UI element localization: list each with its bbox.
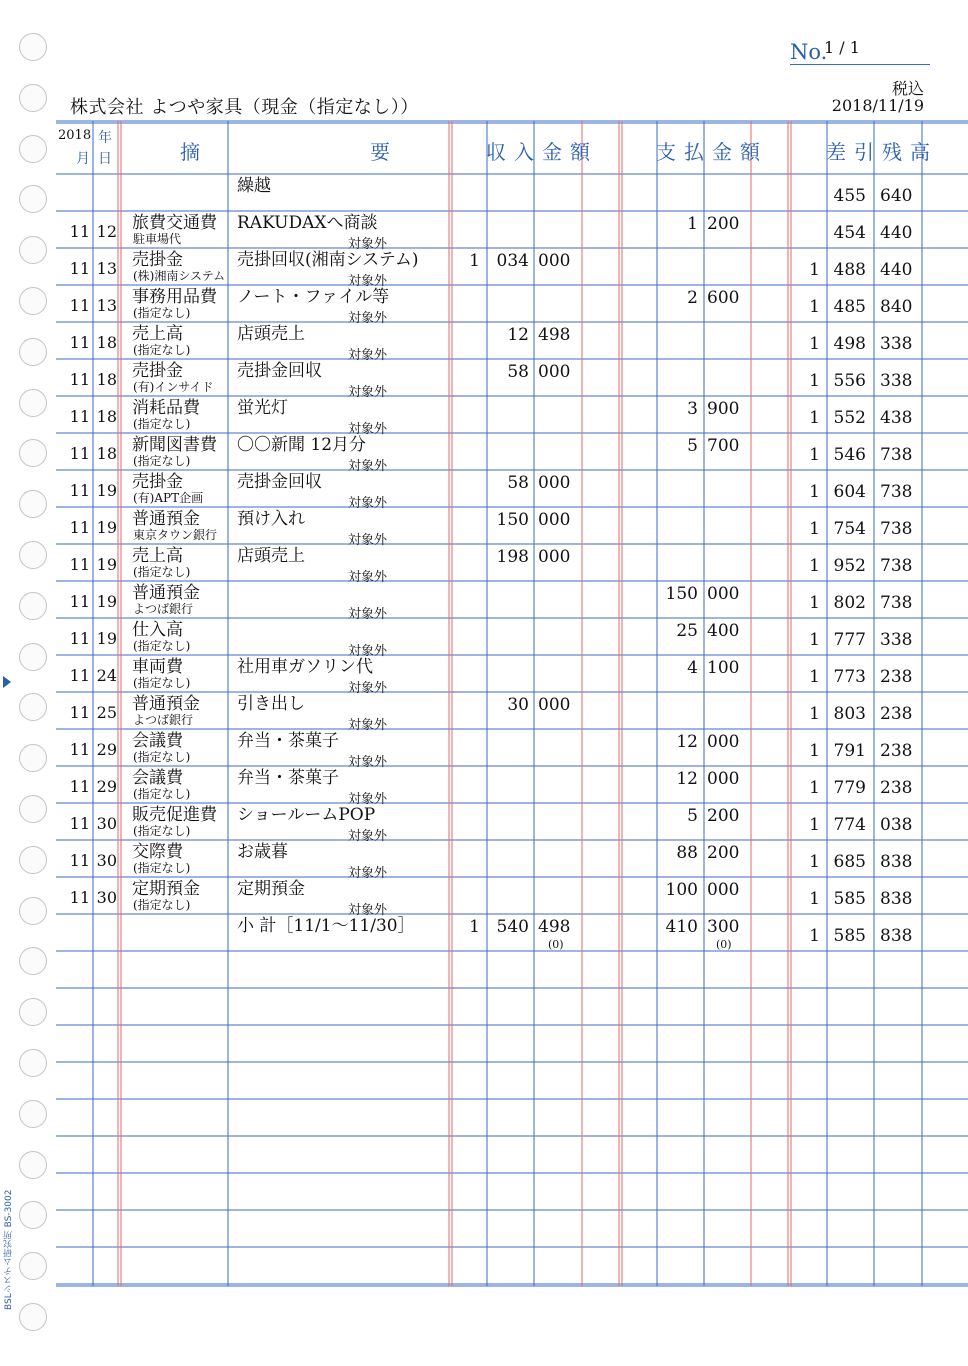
subtotal-income-units: 498 (538, 917, 571, 937)
entry-payment-thousands: 3 (687, 399, 698, 419)
entry-balance-units: 038 (880, 815, 913, 835)
header-balance: 差引残高 (826, 140, 938, 164)
entry-account: 仕入高 (132, 620, 183, 640)
entry-balance-units: 438 (880, 408, 913, 428)
entry-tax-class: 対象外 (348, 829, 388, 844)
entry-account: 車両費 (132, 657, 183, 677)
table-row (0, 731, 968, 768)
entry-payment-thousands: 2 (687, 288, 698, 308)
entry-payment-thousands: 12 (676, 769, 698, 789)
entry-payment-units: 000 (707, 732, 740, 752)
table-row (0, 620, 968, 657)
entry-month: 11 (69, 740, 90, 759)
header-day: 日 (98, 151, 112, 167)
subtotal-payment-units: 300 (707, 917, 740, 937)
entry-balance-millions: 1 (809, 815, 820, 835)
entry-description: 店頭売上 (237, 546, 305, 566)
entry-tax-class: 対象外 (348, 755, 388, 770)
entry-balance-millions: 1 (809, 519, 820, 539)
entry-balance-thousands: 552 (833, 408, 866, 428)
tax-mode-label: 税込 (891, 79, 924, 98)
entry-balance-millions: 1 (809, 630, 820, 650)
entry-sub-account: 東京タウン銀行 (133, 528, 218, 542)
entry-description: 社用車ガソリン代 (237, 657, 373, 677)
entry-sub-account: (指定なし) (133, 750, 191, 764)
entry-description: ノート・ファイル等 (237, 287, 390, 307)
entry-payment-thousands: 25 (676, 621, 698, 641)
entry-payment-units: 200 (707, 843, 740, 863)
entry-income-thousands: 30 (507, 695, 529, 715)
carryover-row (0, 176, 968, 213)
entry-account: 売掛金 (132, 361, 183, 381)
entry-sub-account: (指定なし) (133, 787, 191, 801)
entry-month: 11 (69, 703, 90, 722)
entry-day: 19 (96, 592, 117, 611)
entry-account: 新聞図書費 (132, 435, 217, 455)
entry-balance-millions: 1 (809, 667, 820, 687)
entry-balance-millions: 1 (809, 704, 820, 724)
entry-tax-class: 対象外 (348, 385, 388, 400)
entry-day: 24 (96, 666, 117, 685)
entry-payment-thousands: 5 (687, 806, 698, 826)
subtotal-income-millions: 1 (469, 917, 480, 937)
entry-balance-thousands: 485 (833, 297, 866, 317)
header-income: 収入金額 (486, 140, 598, 164)
entry-description: 売掛金回収 (237, 472, 322, 492)
entry-balance-units: 338 (880, 334, 913, 354)
entry-balance-thousands: 498 (833, 334, 866, 354)
entry-day: 19 (96, 518, 117, 537)
entry-month: 11 (69, 296, 90, 315)
entry-description: 定期預金 (237, 879, 305, 899)
header-summary-right: 要 (370, 140, 390, 164)
entry-day: 18 (96, 370, 117, 389)
entry-payment-units: 200 (707, 806, 740, 826)
entry-sub-account: よつば銀行 (133, 602, 194, 616)
entry-day: 30 (96, 888, 117, 907)
entry-month: 11 (69, 222, 90, 241)
entry-balance-units: 738 (880, 482, 913, 502)
entry-tax-class: 対象外 (348, 792, 388, 807)
entry-description: 蛍光灯 (237, 398, 288, 418)
entry-tax-class: 対象外 (348, 866, 388, 881)
entry-sub-account: (指定なし) (133, 417, 191, 431)
entry-month: 11 (69, 259, 90, 278)
entry-description: 引き出し (237, 694, 305, 714)
entry-balance-thousands: 556 (833, 371, 866, 391)
entry-account: 旅費交通費 (132, 213, 217, 233)
entry-balance-millions: 1 (809, 334, 820, 354)
entry-payment-units: 700 (707, 436, 740, 456)
entry-balance-millions: 1 (809, 445, 820, 465)
entry-sub-account: (指定なし) (133, 306, 191, 320)
subtotal-balance-thousands: 585 (833, 926, 866, 946)
entry-sub-account: (指定なし) (133, 898, 191, 912)
entry-tax-class: 対象外 (348, 237, 388, 252)
entry-income-units: 000 (538, 547, 571, 567)
entry-account: 普通預金 (132, 694, 200, 714)
entry-payment-units: 000 (707, 584, 740, 604)
entry-income-units: 000 (538, 695, 571, 715)
ledger-title: 株式会社 よつや家具（現金（指定なし）） (70, 97, 419, 118)
entry-balance-units: 838 (880, 852, 913, 872)
entry-payment-units: 100 (707, 658, 740, 678)
entry-day: 19 (96, 481, 117, 500)
entry-sub-account: (指定なし) (133, 343, 191, 357)
entry-balance-units: 440 (880, 223, 913, 243)
entry-income-thousands: 198 (496, 547, 529, 567)
entry-payment-units: 200 (707, 214, 740, 234)
entry-tax-class: 対象外 (348, 496, 388, 511)
entry-account: 普通預金 (132, 509, 200, 529)
table-row (0, 805, 968, 842)
entry-tax-class: 対象外 (348, 718, 388, 733)
entry-balance-units: 338 (880, 630, 913, 650)
entry-account: 売上高 (132, 546, 183, 566)
entry-description: 預け入れ (237, 509, 305, 529)
entry-account: 定期預金 (132, 879, 200, 899)
entry-description: 店頭売上 (237, 324, 305, 344)
entry-payment-thousands: 4 (687, 658, 698, 678)
entry-account: 売掛金 (132, 250, 183, 270)
entry-account: 会議費 (132, 731, 183, 751)
entry-account: 販売促進費 (132, 805, 217, 825)
entry-balance-units: 738 (880, 519, 913, 539)
subtotal-payment-thousands: 410 (665, 917, 698, 937)
entry-day: 29 (96, 777, 117, 796)
print-date: 2018/11/19 (831, 96, 924, 115)
entry-payment-thousands: 150 (665, 584, 698, 604)
entry-balance-millions: 1 (809, 297, 820, 317)
entry-balance-thousands: 803 (833, 704, 866, 724)
entry-payment-thousands: 5 (687, 436, 698, 456)
entry-account: 売上高 (132, 324, 183, 344)
entry-description: RAKUDAXへ商談 (237, 213, 378, 233)
entry-balance-millions: 1 (809, 556, 820, 576)
entry-balance-millions: 1 (809, 741, 820, 761)
entry-payment-units: 000 (707, 880, 740, 900)
entry-account: 事務用品費 (132, 287, 217, 307)
header-payment: 支払金額 (656, 140, 768, 164)
subtotal-label: 小 計［11/1～11/30］ (237, 916, 415, 936)
entry-description: 売掛金回収 (237, 361, 322, 381)
entry-balance-millions: 1 (809, 852, 820, 872)
table-row (0, 287, 968, 324)
entry-month: 11 (69, 851, 90, 870)
entry-month: 11 (69, 481, 90, 500)
entry-month: 11 (69, 333, 90, 352)
entry-balance-units: 838 (880, 889, 913, 909)
table-row (0, 250, 968, 287)
entry-month: 11 (69, 777, 90, 796)
entry-tax-class: 対象外 (348, 348, 388, 363)
entry-tax-class: 対象外 (348, 311, 388, 326)
entry-tax-class: 対象外 (348, 459, 388, 474)
entry-tax-class: 対象外 (348, 274, 388, 289)
entry-balance-thousands: 773 (833, 667, 866, 687)
entry-balance-units: 738 (880, 556, 913, 576)
subtotal-income-tax-note: (0) (548, 938, 564, 951)
carryover-label: 繰越 (237, 176, 271, 196)
entry-income-units: 498 (538, 325, 571, 345)
table-row (0, 546, 968, 583)
header-year-kanji: 年 (98, 130, 112, 146)
entry-balance-millions: 1 (809, 593, 820, 613)
entry-tax-class: 対象外 (348, 644, 388, 659)
header-year: 2018 (58, 128, 92, 143)
table-row (0, 398, 968, 435)
entry-income-millions: 1 (469, 251, 480, 271)
entry-sub-account: (有)APT企画 (133, 491, 204, 505)
entry-payment-units: 900 (707, 399, 740, 419)
entry-tax-class: 対象外 (348, 903, 388, 918)
entry-description: 弁当・茶菓子 (237, 731, 339, 751)
entry-balance-units: 840 (880, 297, 913, 317)
entry-month: 11 (69, 407, 90, 426)
entry-income-units: 000 (538, 473, 571, 493)
subtotal-balance-units: 838 (880, 926, 913, 946)
entry-day: 18 (96, 444, 117, 463)
entry-day: 30 (96, 814, 117, 833)
entry-sub-account: (指定なし) (133, 454, 191, 468)
header-month: 月 (76, 151, 90, 167)
entry-sub-account: よつば銀行 (133, 713, 194, 727)
entry-balance-millions: 1 (809, 482, 820, 502)
entry-sub-account: (指定なし) (133, 565, 191, 579)
table-row (0, 879, 968, 916)
entry-income-thousands: 12 (507, 325, 529, 345)
entry-income-thousands: 150 (496, 510, 529, 530)
entry-sub-account: (株)湘南システム (133, 269, 226, 283)
entry-account: 消耗品費 (132, 398, 200, 418)
balance-units: 640 (880, 186, 913, 206)
entry-day: 30 (96, 851, 117, 870)
entry-payment-thousands: 1 (687, 214, 698, 234)
entry-sub-account: (指定なし) (133, 824, 191, 838)
entry-sub-account: (指定なし) (133, 861, 191, 875)
entry-payment-thousands: 100 (665, 880, 698, 900)
entry-day: 18 (96, 407, 117, 426)
entry-balance-thousands: 777 (833, 630, 866, 650)
entry-description: 〇〇新聞 12月分 (237, 435, 367, 455)
entry-description: 弁当・茶菓子 (237, 768, 339, 788)
entry-month: 11 (69, 592, 90, 611)
entry-account: 普通預金 (132, 583, 200, 603)
entry-balance-units: 738 (880, 445, 913, 465)
entry-month: 11 (69, 444, 90, 463)
entry-month: 11 (69, 555, 90, 574)
entry-month: 11 (69, 518, 90, 537)
entry-payment-units: 000 (707, 769, 740, 789)
entry-month: 11 (69, 666, 90, 685)
entry-day: 13 (96, 259, 117, 278)
no-label: No. (790, 40, 828, 64)
entry-balance-thousands: 774 (833, 815, 866, 835)
entry-month: 11 (69, 814, 90, 833)
entry-balance-thousands: 585 (833, 889, 866, 909)
table-row (0, 472, 968, 509)
entry-balance-thousands: 791 (833, 741, 866, 761)
entry-balance-thousands: 685 (833, 852, 866, 872)
table-row (0, 435, 968, 472)
table-row (0, 361, 968, 398)
balance-thousands: 455 (833, 186, 866, 206)
entry-tax-class: 対象外 (348, 607, 388, 622)
entry-balance-units: 338 (880, 371, 913, 391)
entry-month: 11 (69, 629, 90, 648)
entry-day: 25 (96, 703, 117, 722)
entry-balance-thousands: 454 (833, 223, 866, 243)
table-row (0, 694, 968, 731)
entry-month: 11 (69, 888, 90, 907)
page-number: 1 / 1 (824, 38, 860, 57)
entry-account: 会議費 (132, 768, 183, 788)
entry-balance-units: 238 (880, 778, 913, 798)
entry-payment-units: 400 (707, 621, 740, 641)
subtotal-payment-tax-note: (0) (716, 938, 732, 951)
entry-balance-thousands: 802 (833, 593, 866, 613)
entry-balance-thousands: 952 (833, 556, 866, 576)
entry-tax-class: 対象外 (348, 533, 388, 548)
entry-balance-thousands: 754 (833, 519, 866, 539)
subtotal-balance-millions: 1 (809, 926, 820, 946)
table-row (0, 768, 968, 805)
entry-income-thousands: 034 (496, 251, 529, 271)
entry-balance-millions: 1 (809, 260, 820, 280)
entry-account: 交際費 (132, 842, 183, 862)
entry-month: 11 (69, 370, 90, 389)
entry-sub-account: (指定なし) (133, 639, 191, 653)
table-row (0, 583, 968, 620)
entry-balance-thousands: 546 (833, 445, 866, 465)
entry-account: 売掛金 (132, 472, 183, 492)
header-summary-left: 摘 (180, 140, 200, 164)
entry-income-units: 000 (538, 251, 571, 271)
entry-sub-account: 駐車場代 (133, 232, 182, 246)
entry-sub-account: (有)インサイド (133, 380, 214, 394)
entry-balance-millions: 1 (809, 371, 820, 391)
subtotal-income-thousands: 540 (496, 917, 529, 937)
entry-day: 18 (96, 333, 117, 352)
entry-payment-thousands: 12 (676, 732, 698, 752)
table-row (0, 213, 968, 250)
publisher-label: BSLシステム研究所 BS-3002 (4, 1189, 14, 1310)
entry-tax-class: 対象外 (348, 422, 388, 437)
entry-description: 売掛回収(湘南システム) (237, 250, 419, 270)
table-row (0, 842, 968, 879)
entry-balance-units: 238 (880, 704, 913, 724)
entry-income-units: 000 (538, 510, 571, 530)
entry-balance-thousands: 779 (833, 778, 866, 798)
entry-balance-units: 238 (880, 667, 913, 687)
entry-sub-account: (指定なし) (133, 676, 191, 690)
entry-day: 19 (96, 555, 117, 574)
entry-balance-units: 440 (880, 260, 913, 280)
entry-balance-thousands: 488 (833, 260, 866, 280)
entry-balance-millions: 1 (809, 408, 820, 428)
entry-description: ショールームPOP (237, 805, 376, 825)
entry-day: 13 (96, 296, 117, 315)
entry-tax-class: 対象外 (348, 681, 388, 696)
entry-payment-units: 600 (707, 288, 740, 308)
entry-balance-millions: 1 (809, 889, 820, 909)
table-row (0, 657, 968, 694)
subtotal-row (0, 916, 968, 953)
entry-balance-thousands: 604 (833, 482, 866, 502)
entry-balance-units: 238 (880, 741, 913, 761)
entry-description: お歳暮 (237, 842, 288, 862)
table-row (0, 324, 968, 361)
entry-tax-class: 対象外 (348, 570, 388, 585)
table-row (0, 509, 968, 546)
entry-income-thousands: 58 (507, 362, 529, 382)
entry-day: 12 (96, 222, 117, 241)
entry-payment-thousands: 88 (676, 843, 698, 863)
entry-balance-units: 738 (880, 593, 913, 613)
entry-balance-millions: 1 (809, 778, 820, 798)
entry-day: 29 (96, 740, 117, 759)
entry-income-thousands: 58 (507, 473, 529, 493)
entry-income-units: 000 (538, 362, 571, 382)
entry-day: 19 (96, 629, 117, 648)
